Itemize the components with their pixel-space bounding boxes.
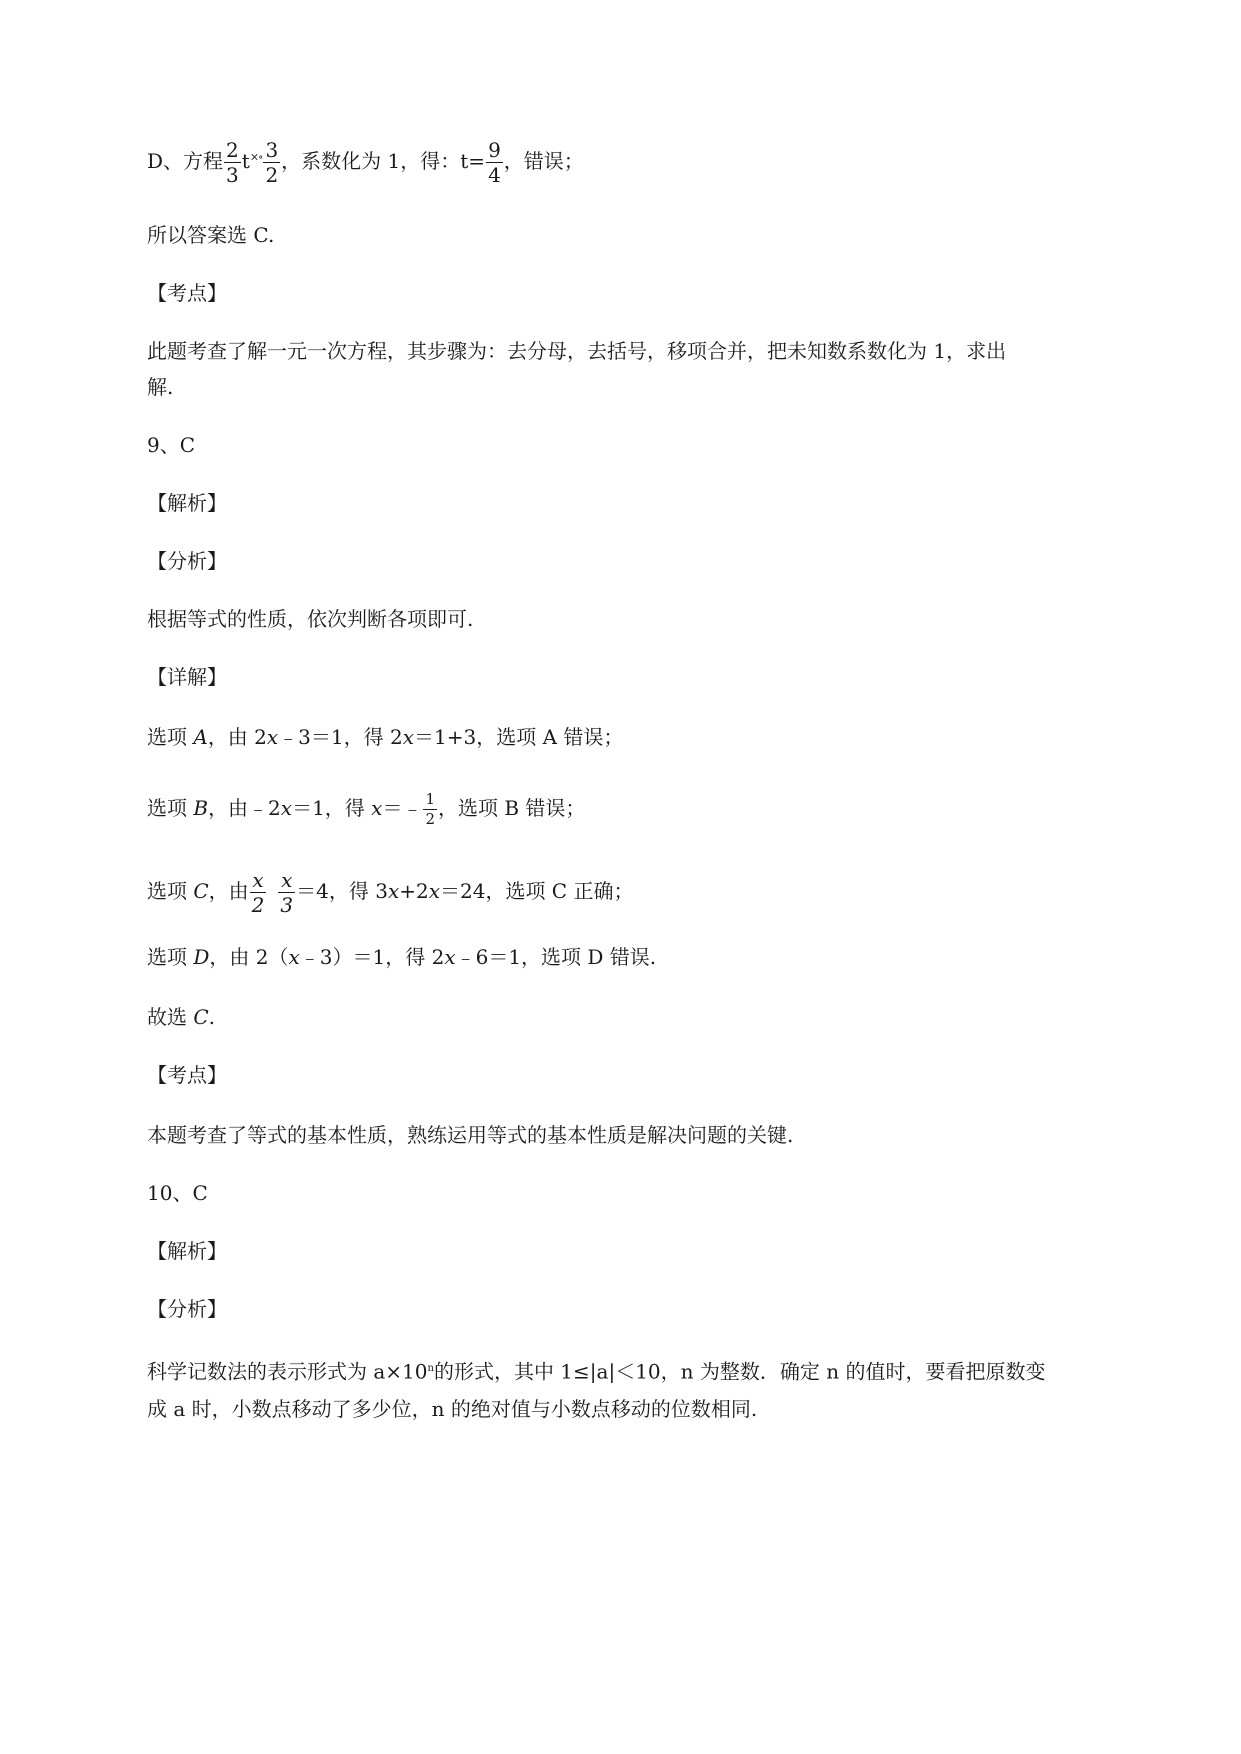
variable: x xyxy=(387,879,400,903)
text: 故选 xyxy=(147,1005,194,1029)
text: ＝4，得 3 xyxy=(296,879,388,903)
variable: x xyxy=(280,796,293,820)
section-heading: 【分析】 xyxy=(147,549,227,573)
paragraph-line: 解. xyxy=(147,375,174,399)
section-heading: 【考点】 xyxy=(147,281,227,305)
numerator: 2 xyxy=(226,138,239,162)
text: 选项 xyxy=(147,945,194,969)
text: ＝24，选项 C 正确； xyxy=(440,879,634,903)
q9-option-d xyxy=(147,942,656,972)
option-letter: C xyxy=(193,1005,209,1029)
text: ＝1+3，选项 A 错误； xyxy=(414,725,624,749)
text: ，由﹣2 xyxy=(208,796,281,820)
paragraph-line xyxy=(147,1354,1045,1387)
numerator: x xyxy=(252,868,264,892)
fraction xyxy=(250,870,267,915)
exponent: n xyxy=(427,1363,434,1374)
text: ﹣3）＝1，得 2 xyxy=(299,945,445,969)
variable: t xyxy=(241,149,250,173)
fraction xyxy=(423,792,437,827)
denominator: 2 xyxy=(265,163,279,187)
variable: x xyxy=(444,945,456,969)
text: ，系数化为 1，得：t= xyxy=(281,149,486,173)
section-heading: 【解析】 xyxy=(147,1239,227,1263)
denominator: 3 xyxy=(226,163,239,187)
denominator: 2 xyxy=(251,893,265,917)
q8-answer: 所以答案选 C. xyxy=(147,223,275,247)
fraction xyxy=(224,140,241,185)
garbled-symbol: ×∘ xyxy=(249,150,263,164)
q9-option-b xyxy=(147,792,585,827)
variable: x xyxy=(402,725,414,749)
numerator: 1 xyxy=(425,790,435,808)
fraction xyxy=(278,870,295,915)
text: 选项 xyxy=(147,725,194,749)
denominator: 4 xyxy=(488,163,501,187)
option-letter: A xyxy=(193,725,208,749)
text: ，由 2 xyxy=(207,725,267,749)
section-heading: 【考点】 xyxy=(147,1063,227,1087)
paragraph-line: 成 a 时，小数点移动了多少位，n 的绝对值与小数点移动的位数相同. xyxy=(147,1397,758,1421)
option-letter: C xyxy=(193,879,209,903)
option-letter: B xyxy=(193,796,209,820)
paragraph-line: 根据等式的性质，依次判断各项即可. xyxy=(147,607,474,631)
text: ﹣3＝1，得 2 xyxy=(278,725,403,749)
numerator: 9 xyxy=(488,138,501,162)
fraction xyxy=(486,140,503,185)
text: ，错误； xyxy=(503,149,584,173)
text: 选项 xyxy=(147,879,194,903)
section-heading: 【详解】 xyxy=(147,665,227,689)
q9-answer xyxy=(147,1002,215,1032)
variable: x xyxy=(266,725,279,749)
text: ，选项 B 错误； xyxy=(438,796,586,820)
q9-option-c xyxy=(147,870,633,915)
text: 科学记数法的表示形式为 a×10 xyxy=(147,1359,428,1384)
denominator: 3 xyxy=(280,893,294,917)
text: ＝1，得 xyxy=(292,796,372,820)
text: 的形式，其中 1≤|a|＜10，n 为整数．确定 n 的值时，要看把原数变 xyxy=(433,1359,1046,1384)
q9-option-a xyxy=(147,722,623,752)
text: +2 xyxy=(399,879,429,903)
text: . xyxy=(208,1005,216,1029)
variable: x xyxy=(428,879,440,903)
q8-option-d xyxy=(147,140,584,185)
paragraph-line: 此题考查了解一元一次方程，其步骤为：去分母，去括号，移项合并，把未知数系数化为 1，求出 xyxy=(147,339,1007,363)
paragraph-line: 本题考查了等式的基本性质，熟练运用等式的基本性质是解决问题的关键. xyxy=(147,1123,794,1147)
variable: x xyxy=(288,945,300,969)
denominator: 2 xyxy=(425,810,435,828)
text: 选项 xyxy=(147,796,194,820)
text: ﹣6＝1，选项 D 错误. xyxy=(455,945,657,969)
text: ，由 2（ xyxy=(209,945,289,969)
text: ＝﹣ xyxy=(382,796,423,820)
numerator: 3 xyxy=(265,138,279,162)
numerator: x xyxy=(281,868,293,892)
text: D、方程 xyxy=(147,149,224,173)
question-title: 10、C xyxy=(147,1181,208,1205)
section-heading: 【解析】 xyxy=(147,491,227,515)
variable: x xyxy=(371,796,383,820)
section-heading: 【分析】 xyxy=(147,1297,227,1321)
text: ，由 xyxy=(208,879,249,903)
option-letter: D xyxy=(193,945,210,969)
fraction xyxy=(263,140,280,185)
question-title: 9、C xyxy=(147,433,196,457)
